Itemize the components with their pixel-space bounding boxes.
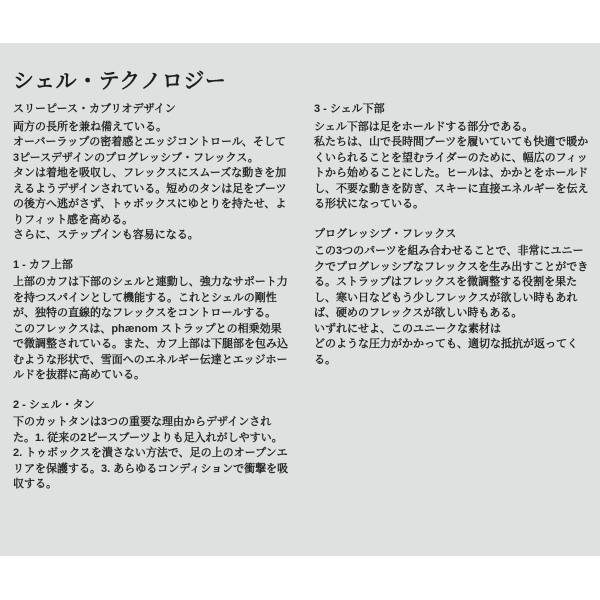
- paragraph-line: オーバーラップの密着感とエッジコントロール、そして3ピースデザインのプログレッシブ・フレックス。: [13, 136, 286, 164]
- section-shell-tongue: [13, 398, 291, 493]
- paragraph-line: 両方の長所を兼ね備えている。: [13, 120, 167, 133]
- paragraph-line: さらに、ステップインも容易になる。: [13, 229, 199, 242]
- right-column: [314, 102, 592, 368]
- section-heading: 2 - シェル・タン: [13, 398, 95, 411]
- section-progressive-flex: [314, 227, 592, 369]
- paragraph-line: 下のカットタンは3つの重要な理由からデザインされた。1. 従来の2ピースブーツよりも足入れがしやすい。2. トゥボックスを潰さない方法で、足の上のオープンエリアを保護する。3. あらゆるコンディションで衝撃を吸収する。: [13, 416, 289, 491]
- page-title: シェル・テクノロジー: [13, 70, 227, 93]
- section-heading: スリーピース・カブリオデザイン: [13, 103, 176, 116]
- section-heading: プログレッシブ・フレックス: [314, 227, 457, 240]
- paragraph-line: タンは着地を吸収し、フレックスにスムーズな動きを加えるようデザインされている。短めのタンは足をブーツの後方へ逃がさず、トゥボックスにゆとりを持たせ、よりフィット感を高める。: [13, 167, 287, 226]
- section-heading: 1 - カフ上部: [13, 258, 73, 271]
- paragraph-line: どのような圧力がかかっても、適切な抵抗が返ってくる。: [314, 338, 578, 366]
- paragraph-line: 私たちは、山で長時間ブーツを履いていても快適で暖かくいられることを望むライダーのために、幅広のフィットから始めることにした。ヒールは、かかとをホールドし、不要な動きを防ぎ、スキーに直接エネルギーを伝える形状になっている。: [314, 136, 589, 211]
- section-shell-lower: [314, 102, 592, 213]
- shell-technology-panel: [0, 43, 600, 556]
- paragraph-line: この3つのパーツを組み合わせることで、非常にユニークでプログレッシブなフレックスを生み出すことができる。ストラップはフレックスを微調整する役割を果たし、寒い日などもう少しフレックスが欲しい時もあれば、硬めのフレックスが欲しい時もある。: [314, 245, 589, 320]
- section-three-piece-cabrio: [13, 102, 291, 244]
- section-cuff-upper: [13, 258, 291, 384]
- content-columns: [13, 102, 590, 493]
- paragraph-line: いずれにせよ、このユニークな素材は: [314, 322, 501, 335]
- paragraph-line: 上部のカフは下部のシェルと連動し、強力なサポート力を持つスパインとして機能する。これとシェルの剛性が、独特の直線的なフレックスをコントロールする。: [13, 276, 288, 320]
- paragraph-line: シェル下部は足をホールドする部分である。: [314, 120, 534, 133]
- section-heading: 3 - シェル下部: [314, 103, 385, 116]
- paragraph-line: このフレックスは、phænom ストラップとの相乗効果で微調整されている。また、カフ上部は下腿部を包み込むような形状で、雪面へのエネルギー伝達とエッジホールドを抜群に高めている。: [13, 322, 288, 382]
- left-column: [13, 102, 291, 493]
